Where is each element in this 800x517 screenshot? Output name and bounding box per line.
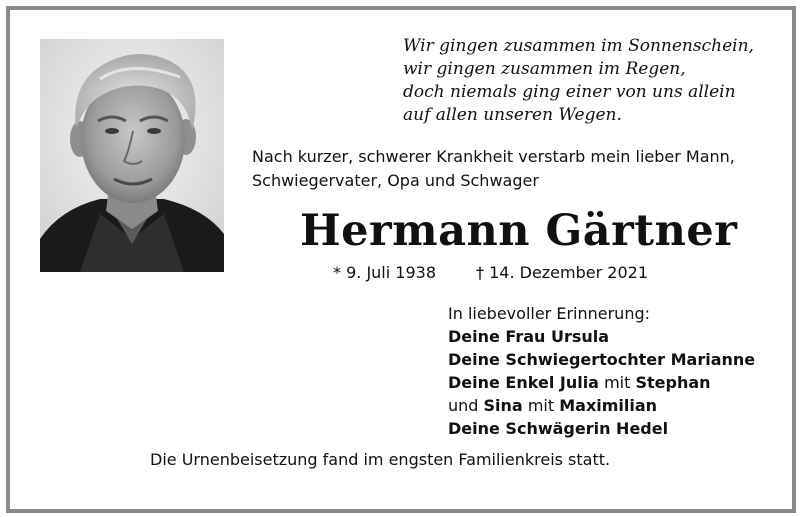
mourner-line: Deine Schwägerin Hedel xyxy=(448,419,669,438)
life-dates xyxy=(333,261,648,285)
mourner-line: Deine Frau Ursula xyxy=(448,327,610,346)
poem-line: Wir gingen zusammen im Sonnenschein, xyxy=(403,36,754,56)
mourners-list xyxy=(448,302,755,440)
mourner-name: Sina xyxy=(483,396,523,415)
mourner-name: Deine Enkel Julia xyxy=(448,373,599,392)
mourner-name: Maximilian xyxy=(559,396,658,415)
burial-notice: Die Urnenbeisetzung fand im engsten Familienkreis statt. xyxy=(150,450,611,469)
death-date: † 14. Dezember 2021 xyxy=(476,263,648,282)
announcement-text xyxy=(252,145,772,193)
connector-text: mit xyxy=(598,373,636,392)
mourner-line: Deine Schwiegertochter Marianne xyxy=(448,350,756,369)
poem-line: doch niemals ging einer von uns allein xyxy=(403,82,736,102)
deceased-name: Hermann Gärtner xyxy=(300,206,738,256)
connector-text: mit xyxy=(522,396,560,415)
mourner-line xyxy=(448,394,755,417)
announcement-line: Schwiegervater, Opa und Schwager xyxy=(252,171,539,190)
mourner-line xyxy=(448,371,755,394)
birth-date: * 9. Juli 1938 xyxy=(333,263,436,282)
portrait-photo xyxy=(40,39,224,272)
poem-line: wir gingen zusammen im Regen, xyxy=(403,59,686,79)
mourners-heading: In liebevoller Erinnerung: xyxy=(448,304,650,323)
poem xyxy=(403,35,763,127)
connector-text: und xyxy=(448,396,484,415)
poem-line: auf allen unseren Wegen. xyxy=(403,105,622,125)
mourner-name: Stephan xyxy=(635,373,711,392)
announcement-line: Nach kurzer, schwerer Krankheit verstarb mein lieber Mann, xyxy=(252,147,735,166)
